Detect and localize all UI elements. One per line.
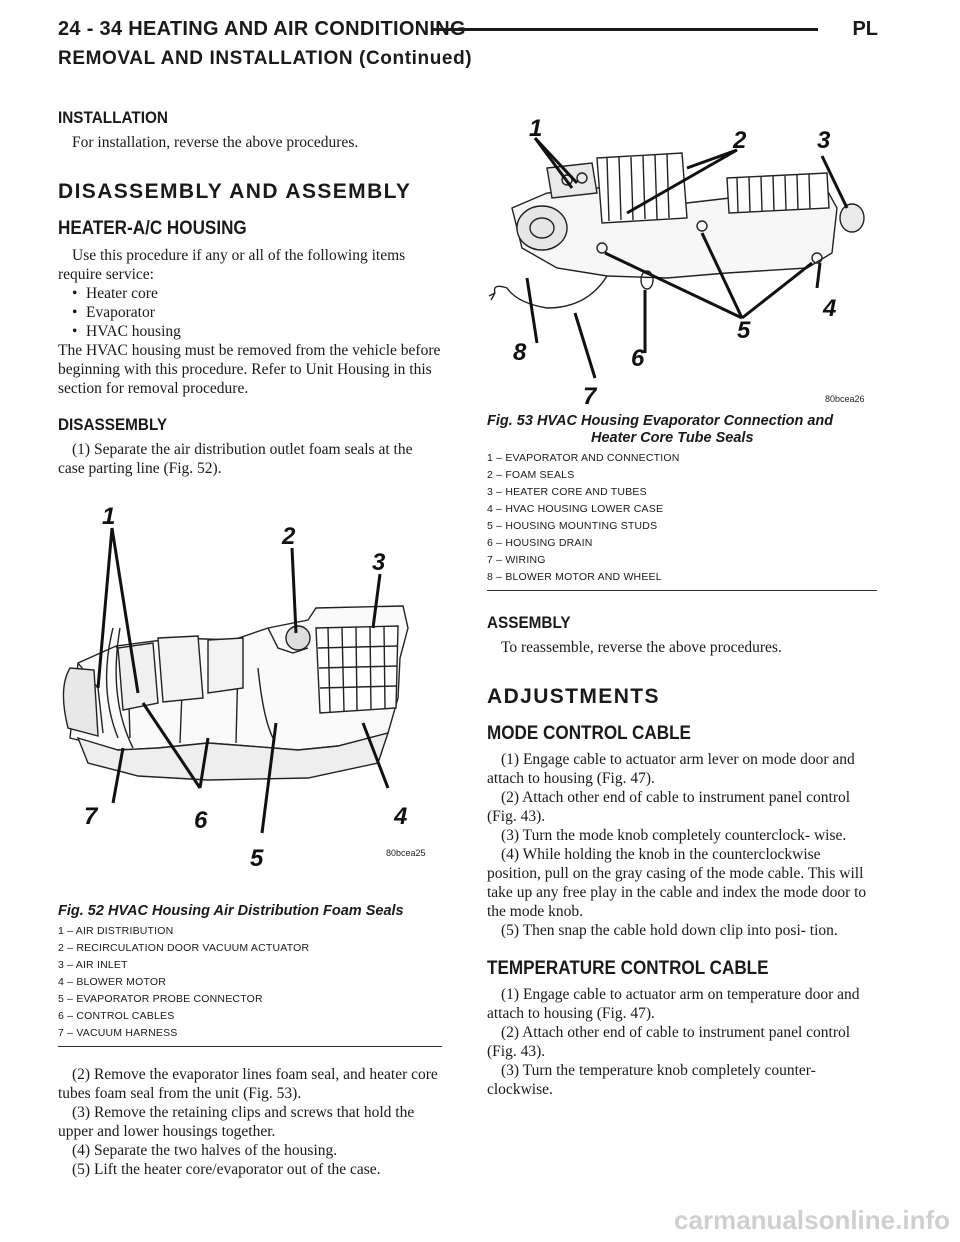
- page-header: [58, 16, 878, 44]
- figure-53-illustration: [487, 108, 877, 408]
- housing-heading: HEATER-A/C HOUSING: [58, 218, 247, 239]
- temp-step-2: (2) Attach other end of cable to instrument panel control (Fig. 43).: [487, 1024, 851, 1060]
- callout-6: 6: [631, 345, 645, 372]
- legend-item: 1 – EVAPORATOR AND CONNECTION: [487, 452, 680, 464]
- bullet-item: • HVAC housing: [72, 323, 181, 340]
- mode-step-3: (3) Turn the mode knob completely counterclock- wise.: [501, 827, 847, 844]
- callout-7: 7: [84, 803, 98, 830]
- legend-item: 3 – HEATER CORE AND TUBES: [487, 486, 647, 498]
- assembly-text: To reassemble, reverse the above procedures.: [501, 639, 782, 656]
- legend-item: 7 – VACUUM HARNESS: [58, 1027, 178, 1039]
- figure-52-illustration: [58, 488, 442, 898]
- mode-step-1: (1) Engage cable to actuator arm lever on mode door and attach to housing (Fig. 47).: [487, 751, 855, 787]
- figure-53-caption-line-2: Heater Core Tube Seals: [591, 430, 754, 446]
- figure-code: 80bcea26: [825, 394, 865, 404]
- adjustments-heading: ADJUSTMENTS: [487, 685, 660, 708]
- legend-item: 4 – HVAC HOUSING LOWER CASE: [487, 503, 664, 515]
- figure-rule: [487, 590, 877, 591]
- callout-2: 2: [282, 523, 296, 550]
- disassembly-step-4: (4) Separate the two halves of the housing.: [72, 1142, 338, 1159]
- header-model-code: PL: [852, 18, 878, 40]
- installation-heading: INSTALLATION: [58, 108, 168, 127]
- assembly-heading: ASSEMBLY: [487, 613, 571, 632]
- figure-53: [487, 108, 877, 591]
- mode-step-5: (5) Then snap the cable hold down clip into posi- tion.: [501, 922, 838, 939]
- temp-step-3: (3) Turn the temperature knob completely counter- clockwise.: [487, 1062, 816, 1098]
- figure-code: 80bcea25: [386, 848, 426, 858]
- legend-item: 6 – HOUSING DRAIN: [487, 537, 593, 549]
- mode-control-cable-heading: MODE CONTROL CABLE: [487, 723, 691, 744]
- callout-3: 3: [372, 549, 386, 576]
- header-rule: [433, 28, 818, 31]
- figure-53-legend: [487, 450, 877, 586]
- callout-7: 7: [583, 383, 597, 408]
- figure-rule: [58, 1046, 442, 1047]
- right-column: [487, 108, 877, 1099]
- housing-intro: Use this procedure if any or all of the following items require service:: [58, 247, 406, 283]
- legend-item: 1 – AIR DISTRIBUTION: [58, 925, 174, 937]
- bullet-item: • Heater core: [72, 285, 158, 302]
- legend-item: 5 – EVAPORATOR PROBE CONNECTOR: [58, 993, 263, 1005]
- temp-step-1: (1) Engage cable to actuator arm on temperature door and attach to housing (Fig. 47).: [487, 986, 860, 1022]
- continued-heading: REMOVAL AND INSTALLATION (Continued): [58, 48, 473, 69]
- figure-53-caption-line-1: Fig. 53 HVAC Housing Evaporator Connection and: [487, 413, 834, 429]
- disassembly-step-2: (2) Remove the evaporator lines foam seal, and heater core tubes foam seal from the unit (Fig. 53).: [58, 1066, 438, 1102]
- mode-step-2: (2) Attach other end of cable to instrument panel control (Fig. 43).: [487, 789, 851, 825]
- callout-4: 4: [394, 803, 408, 830]
- legend-item: 6 – CONTROL CABLES: [58, 1010, 175, 1022]
- bullet-item: • Evaporator: [72, 304, 155, 321]
- callout-4: 4: [823, 295, 837, 322]
- header-section-title: 24 - 34 HEATING AND AIR CONDITIONING: [58, 18, 466, 40]
- left-column: [58, 108, 442, 1179]
- callout-3: 3: [817, 127, 831, 154]
- legend-item: 7 – WIRING: [487, 554, 546, 566]
- callout-8: 8: [513, 339, 527, 366]
- legend-item: 3 – AIR INLET: [58, 959, 128, 971]
- disassembly-assembly-heading: DISASSEMBLY AND ASSEMBLY: [58, 180, 412, 203]
- figure-52-legend: [58, 923, 442, 1042]
- legend-item: 2 – FOAM SEALS: [487, 469, 575, 481]
- legend-item: 2 – RECIRCULATION DOOR VACUUM ACTUATOR: [58, 942, 310, 954]
- figure-52: [58, 488, 442, 1047]
- legend-item: 5 – HOUSING MOUNTING STUDS: [487, 520, 658, 532]
- mode-step-4: (4) While holding the knob in the counterclockwise position, pull on the gray casing of the mode cable. This will take up any free play in the cable and index the mode door to the mode knob.: [487, 846, 867, 920]
- callout-1: 1: [102, 503, 116, 530]
- installation-text: For installation, reverse the above procedures.: [72, 134, 359, 151]
- watermark: carmanualsonline.info: [674, 1205, 950, 1235]
- callout-2: 2: [733, 127, 747, 154]
- disassembly-step-1: (1) Separate the air distribution outlet foam seals at the case parting line (Fig. 52).: [58, 441, 413, 477]
- callout-5: 5: [250, 845, 264, 872]
- figure-52-caption: Fig. 52 HVAC Housing Air Distribution Foam Seals: [58, 903, 404, 919]
- legend-item: 4 – BLOWER MOTOR: [58, 976, 167, 988]
- callout-6: 6: [194, 807, 208, 834]
- disassembly-step-3: (3) Remove the retaining clips and screws that hold the upper and lower housings together.: [58, 1104, 415, 1140]
- housing-note: The HVAC housing must be removed from the vehicle before beginning with this procedure. Refer to Unit Housing in this section for removal procedure.: [58, 342, 441, 397]
- callout-1: 1: [529, 115, 543, 142]
- temperature-control-cable-heading: TEMPERATURE CONTROL CABLE: [487, 958, 769, 979]
- callout-5: 5: [737, 317, 751, 344]
- legend-item: 8 – BLOWER MOTOR AND WHEEL: [487, 571, 662, 583]
- disassembly-step-5: (5) Lift the heater core/evaporator out of the case.: [72, 1161, 381, 1178]
- disassembly-heading: DISASSEMBLY: [58, 415, 168, 434]
